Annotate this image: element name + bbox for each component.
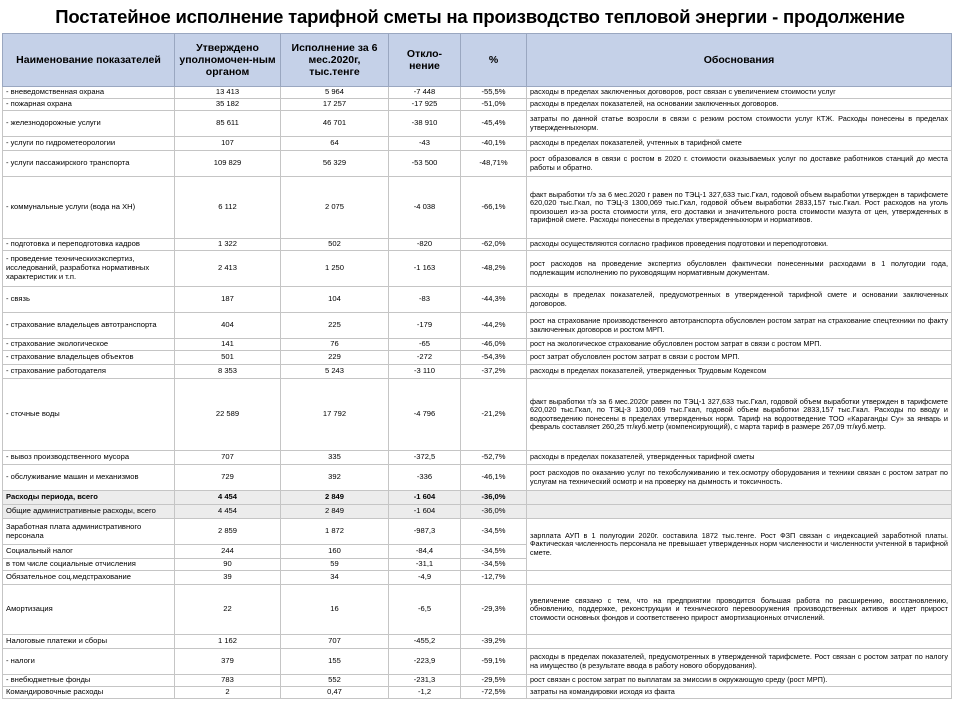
- row-name-cell: - налоги: [3, 649, 175, 675]
- row-deviation-cell: -820: [389, 239, 461, 251]
- row-actual-cell: 16: [281, 585, 389, 635]
- row-name-cell: - услуги по гидрометеорологии: [3, 137, 175, 151]
- row-justification-cell: расходы осуществляются согласно графиков проведения подготовки и переподготовки.: [527, 239, 952, 251]
- row-justification-cell: рост образовался в связи с ростом в 2020 г. стоимости оказываемых услуг по доставке работников станций до места работы и обратно.: [527, 151, 952, 177]
- row-deviation-cell: -1 604: [389, 505, 461, 519]
- row-deviation-cell: -1,2: [389, 687, 461, 699]
- row-percent-cell: -66,1%: [461, 177, 527, 239]
- table-row: [3, 239, 952, 251]
- row-percent-cell: -51,0%: [461, 99, 527, 111]
- row-name-cell: Заработная плата административного персонала: [3, 519, 175, 545]
- row-approved-cell: 85 611: [175, 111, 281, 137]
- table-row: [3, 635, 952, 649]
- row-actual-cell: 5 243: [281, 365, 389, 379]
- row-actual-cell: 225: [281, 313, 389, 339]
- row-actual-cell: 56 329: [281, 151, 389, 177]
- table-row: [3, 151, 952, 177]
- row-justification-cell: рост затрат обусловлен ростом затрат в связи с ростом МРП.: [527, 351, 952, 365]
- row-actual-cell: 155: [281, 649, 389, 675]
- row-name-cell: - страхование работодателя: [3, 365, 175, 379]
- row-name-cell: Расходы периода, всего: [3, 491, 175, 505]
- row-name-cell: - услуги пассажирского транспорта: [3, 151, 175, 177]
- header-actual: Исполнение за 6 мес.2020г, тыс.тенге: [281, 34, 389, 87]
- row-percent-cell: -39,2%: [461, 635, 527, 649]
- row-percent-cell: -34,5%: [461, 545, 527, 559]
- row-approved-cell: 187: [175, 287, 281, 313]
- row-name-cell: Обязательное соц.медстрахование: [3, 571, 175, 585]
- row-name-cell: - страхование владельцев автотранспорта: [3, 313, 175, 339]
- row-name-cell: - проведение техническихэкспертиз, исследований, разработка нормативных характеристик и т.п.: [3, 251, 175, 287]
- row-percent-cell: -44,3%: [461, 287, 527, 313]
- row-name-cell: - страхование владельцев объектов: [3, 351, 175, 365]
- row-actual-cell: 0,47: [281, 687, 389, 699]
- row-justification-cell: расходы в пределах показателей, утвержденных Трудовым Кодексом: [527, 365, 952, 379]
- row-approved-cell: 35 182: [175, 99, 281, 111]
- row-deviation-cell: -455,2: [389, 635, 461, 649]
- row-percent-cell: -12,7%: [461, 571, 527, 585]
- row-deviation-cell: -1 604: [389, 491, 461, 505]
- table-row: [3, 313, 952, 339]
- row-deviation-cell: -53 500: [389, 151, 461, 177]
- row-justification-cell: затраты по данной статье возросли в связи с резким ростом стоимости услуг КТЖ. Расходы понесены в пределах утвержденныхнорм.: [527, 111, 952, 137]
- table-row: [3, 519, 952, 545]
- table-row: [3, 505, 952, 519]
- table-row: [3, 365, 952, 379]
- row-justification-cell: рост расходов на проведение экспертиз обусловлен фактически понесенными расходами в 1 полугодии года, подлежащим исполнению по руководящим нормативным документам.: [527, 251, 952, 287]
- row-approved-cell: 729: [175, 465, 281, 491]
- row-justification-cell: расходы в пределах показателей, утвержденных тарифной сметы: [527, 451, 952, 465]
- row-approved-cell: 783: [175, 675, 281, 687]
- row-deviation-cell: -4 796: [389, 379, 461, 451]
- row-percent-cell: -45,4%: [461, 111, 527, 137]
- row-deviation-cell: -179: [389, 313, 461, 339]
- table-row: [3, 99, 952, 111]
- row-actual-cell: 1 250: [281, 251, 389, 287]
- row-actual-cell: 59: [281, 559, 389, 571]
- table-row: [3, 571, 952, 585]
- row-approved-cell: 39: [175, 571, 281, 585]
- table-row: [3, 287, 952, 313]
- row-approved-cell: 707: [175, 451, 281, 465]
- row-actual-cell: 34: [281, 571, 389, 585]
- row-justification-cell: [527, 635, 952, 649]
- row-approved-cell: 141: [175, 339, 281, 351]
- table-row: [3, 177, 952, 239]
- row-justification-cell: расходы в пределах показателей, предусмотренных в утвержденной тарифной смете и основании заключенных договоров.: [527, 287, 952, 313]
- row-actual-cell: 104: [281, 287, 389, 313]
- row-justification-cell: расходы в пределах заключенных договоров, рост связан с увеличением стоимости услуг: [527, 87, 952, 99]
- table-row: [3, 379, 952, 451]
- row-justification-cell: увеличение связано с тем, что на предприятии проводится большая работа по расширению, восстановлению, обновлению, поддержке, реконструкции и технического перевооружения производственных активов и идет прирост стоимости основных фондов и соответственно прирост амортизационных отчислений.: [527, 585, 952, 635]
- row-deviation-cell: -38 910: [389, 111, 461, 137]
- row-justification-cell: расходы в пределах показателей, предусмотренных в утвержденной тарифсмете. Рост связан с ростом затрат по налогу на имущество (в результате ввода в работу нового оборудования).: [527, 649, 952, 675]
- tariff-execution-table: [2, 33, 952, 699]
- row-actual-cell: 502: [281, 239, 389, 251]
- row-name-cell: - связь: [3, 287, 175, 313]
- row-name-cell: - пожарная охрана: [3, 99, 175, 111]
- row-justification-cell: факт выработки т/э за 6 мес.2020г равен по ТЭЦ-1 327,633 тыс.Гкал, годовой объем выработки утвержден в тарифсмете 620,020 тыс.Гкал, по ТЭЦ-3 1300,069 тыс.Гкал, годовой объем выработки 2833,157 тыс.Гкал. Расходы по вводу и водоотведению понесены в пределах утвержденных норм. Тариф на водоотведение ТОО «Караганды Су» за январь и февраль составляет 260,25 тг/куб.метр (компенсирующий), с марта тариф в размере 267,09 тг/куб.метр.: [527, 379, 952, 451]
- row-actual-cell: 552: [281, 675, 389, 687]
- header-deviation: Откло-нение: [389, 34, 461, 87]
- row-percent-cell: -36,0%: [461, 505, 527, 519]
- row-deviation-cell: -231,3: [389, 675, 461, 687]
- table-row: [3, 675, 952, 687]
- table-row: [3, 465, 952, 491]
- row-percent-cell: -46,0%: [461, 339, 527, 351]
- row-name-cell: Амортизация: [3, 585, 175, 635]
- table-row: [3, 251, 952, 287]
- row-approved-cell: 404: [175, 313, 281, 339]
- row-name-cell: в том числе социальные отчисления: [3, 559, 175, 571]
- table-body: [3, 87, 952, 699]
- row-approved-cell: 4 454: [175, 505, 281, 519]
- table-row: [3, 339, 952, 351]
- row-justification-cell: [527, 491, 952, 505]
- row-approved-cell: 13 413: [175, 87, 281, 99]
- row-name-cell: - коммунальные услуги (вода на ХН): [3, 177, 175, 239]
- row-deviation-cell: -65: [389, 339, 461, 351]
- row-deviation-cell: -31,1: [389, 559, 461, 571]
- row-deviation-cell: -6,5: [389, 585, 461, 635]
- row-percent-cell: -55,5%: [461, 87, 527, 99]
- row-deviation-cell: -4 038: [389, 177, 461, 239]
- row-approved-cell: 1 162: [175, 635, 281, 649]
- header-justification: Обоснования: [527, 34, 952, 87]
- row-justification-cell: расходы в пределах показателей, на основании заключенных договоров.: [527, 99, 952, 111]
- row-actual-cell: 1 872: [281, 519, 389, 545]
- row-approved-cell: 2 859: [175, 519, 281, 545]
- row-justification-cell: рост расходов по оказанию услуг по техобслуживанию и тех.осмотру оборудования и техники связан с ростом затрат по услугам на технический осмотр и на проверку на дымность и токсичность.: [527, 465, 952, 491]
- row-actual-cell: 707: [281, 635, 389, 649]
- row-deviation-cell: -83: [389, 287, 461, 313]
- row-approved-cell: 22: [175, 585, 281, 635]
- row-actual-cell: 17 792: [281, 379, 389, 451]
- page-title: Постатейное исполнение тарифной сметы на производство тепловой энергии - продолжение: [55, 6, 905, 27]
- table-row: [3, 491, 952, 505]
- row-justification-cell: [527, 571, 952, 585]
- row-percent-cell: -37,2%: [461, 365, 527, 379]
- table-row: [3, 111, 952, 137]
- row-deviation-cell: -1 163: [389, 251, 461, 287]
- row-percent-cell: -29,3%: [461, 585, 527, 635]
- table-row: [3, 585, 952, 635]
- header-percent: %: [461, 34, 527, 87]
- table-row: [3, 87, 952, 99]
- row-percent-cell: -48,71%: [461, 151, 527, 177]
- row-deviation-cell: -43: [389, 137, 461, 151]
- header-name: Наименование показателей: [3, 34, 175, 87]
- row-percent-cell: -40,1%: [461, 137, 527, 151]
- row-name-cell: - сточные воды: [3, 379, 175, 451]
- row-actual-cell: 46 701: [281, 111, 389, 137]
- row-name-cell: - подготовка и переподготовка кадров: [3, 239, 175, 251]
- row-approved-cell: 244: [175, 545, 281, 559]
- row-percent-cell: -59,1%: [461, 649, 527, 675]
- row-actual-cell: 5 964: [281, 87, 389, 99]
- row-percent-cell: -54,3%: [461, 351, 527, 365]
- header-approved: Утверждено уполномочен-ным органом: [175, 34, 281, 87]
- row-justification-cell: расходы в пределах показателей, учтенных в тарифной смете: [527, 137, 952, 151]
- row-justification-cell: рост на страхование производственного автотранспорта обусловлен ростом затрат на страхование спецтехники по факту заключенных договоров и ростом МРП.: [527, 313, 952, 339]
- row-name-cell: Налоговые платежи и сборы: [3, 635, 175, 649]
- row-deviation-cell: -272: [389, 351, 461, 365]
- row-actual-cell: 17 257: [281, 99, 389, 111]
- table-row: [3, 687, 952, 699]
- row-justification-cell: рост на экологическое страхование обусловлен ростом затрат в связи с ростом МРП.: [527, 339, 952, 351]
- row-approved-cell: 2: [175, 687, 281, 699]
- salary-justification-cell: зарплата АУП в 1 полугодии 2020г. составила 1872 тыс.тенге. Рост ФЗП связан с индексацией заработной платы. Фактическая численность персонала не превышает утвержденных норм численности и численности учтенной в тарифной смете.: [527, 519, 952, 571]
- row-approved-cell: 22 589: [175, 379, 281, 451]
- row-name-cell: - вневедомственная охрана: [3, 87, 175, 99]
- row-actual-cell: 2 075: [281, 177, 389, 239]
- row-justification-cell: затраты на командировки исходя из факта: [527, 687, 952, 699]
- row-approved-cell: 107: [175, 137, 281, 151]
- table-header-row: [3, 34, 952, 87]
- row-percent-cell: -34,5%: [461, 559, 527, 571]
- table-row: [3, 451, 952, 465]
- row-percent-cell: -62,0%: [461, 239, 527, 251]
- row-deviation-cell: -223,9: [389, 649, 461, 675]
- row-percent-cell: -72,5%: [461, 687, 527, 699]
- row-deviation-cell: -987,3: [389, 519, 461, 545]
- row-deviation-cell: -7 448: [389, 87, 461, 99]
- row-percent-cell: -29,5%: [461, 675, 527, 687]
- row-approved-cell: 90: [175, 559, 281, 571]
- row-approved-cell: 8 353: [175, 365, 281, 379]
- row-actual-cell: 392: [281, 465, 389, 491]
- row-percent-cell: -52,7%: [461, 451, 527, 465]
- row-deviation-cell: -3 110: [389, 365, 461, 379]
- row-justification-cell: [527, 505, 952, 519]
- table-row: [3, 649, 952, 675]
- row-approved-cell: 501: [175, 351, 281, 365]
- row-deviation-cell: -336: [389, 465, 461, 491]
- row-actual-cell: 2 849: [281, 491, 389, 505]
- row-name-cell: - вывоз производственного мусора: [3, 451, 175, 465]
- row-approved-cell: 4 454: [175, 491, 281, 505]
- row-deviation-cell: -4,9: [389, 571, 461, 585]
- row-actual-cell: 2 849: [281, 505, 389, 519]
- table-row: [3, 137, 952, 151]
- row-percent-cell: -48,2%: [461, 251, 527, 287]
- row-name-cell: - страхование экологическое: [3, 339, 175, 351]
- row-name-cell: Общие административные расходы, всего: [3, 505, 175, 519]
- row-name-cell: - железнодорожные услуги: [3, 111, 175, 137]
- row-actual-cell: 76: [281, 339, 389, 351]
- row-approved-cell: 6 112: [175, 177, 281, 239]
- row-name-cell: - обслуживание машин и механизмов: [3, 465, 175, 491]
- row-name-cell: Социальный налог: [3, 545, 175, 559]
- row-actual-cell: 229: [281, 351, 389, 365]
- table-row: [3, 351, 952, 365]
- row-percent-cell: -44,2%: [461, 313, 527, 339]
- row-actual-cell: 64: [281, 137, 389, 151]
- row-percent-cell: -21,2%: [461, 379, 527, 451]
- row-deviation-cell: -84,4: [389, 545, 461, 559]
- row-deviation-cell: -17 925: [389, 99, 461, 111]
- row-percent-cell: -34,5%: [461, 519, 527, 545]
- row-deviation-cell: -372,5: [389, 451, 461, 465]
- row-name-cell: Командировочные расходы: [3, 687, 175, 699]
- row-percent-cell: -46,1%: [461, 465, 527, 491]
- row-actual-cell: 335: [281, 451, 389, 465]
- row-approved-cell: 2 413: [175, 251, 281, 287]
- row-approved-cell: 1 322: [175, 239, 281, 251]
- row-justification-cell: факт выработки т/э за 6 мес.2020 г равен по ТЭЦ-1 327,633 тыс.Гкал, годовой объем выработки утвержден в тарифсмете 620,020 тыс.Гкал, по ТЭЦ-3 1300,069 тыс.Гкал, годовой объем выработки 2833,157 тыс.Гкал. Рост расходов на уголь произошел из-за роста стоимости угля, его доставки и значительного роста стоимости мазута от цен, утвержденных в тарифной смете. Расходы понесены в пределах утвержденныхнорм и нормативов.: [527, 177, 952, 239]
- row-approved-cell: 109 829: [175, 151, 281, 177]
- row-approved-cell: 379: [175, 649, 281, 675]
- row-justification-cell: рост связан с ростом затрат по выплатам за эмиссии в окружающую среду (рост МРП).: [527, 675, 952, 687]
- row-name-cell: - внебюджетные фонды: [3, 675, 175, 687]
- row-actual-cell: 160: [281, 545, 389, 559]
- row-percent-cell: -36,0%: [461, 491, 527, 505]
